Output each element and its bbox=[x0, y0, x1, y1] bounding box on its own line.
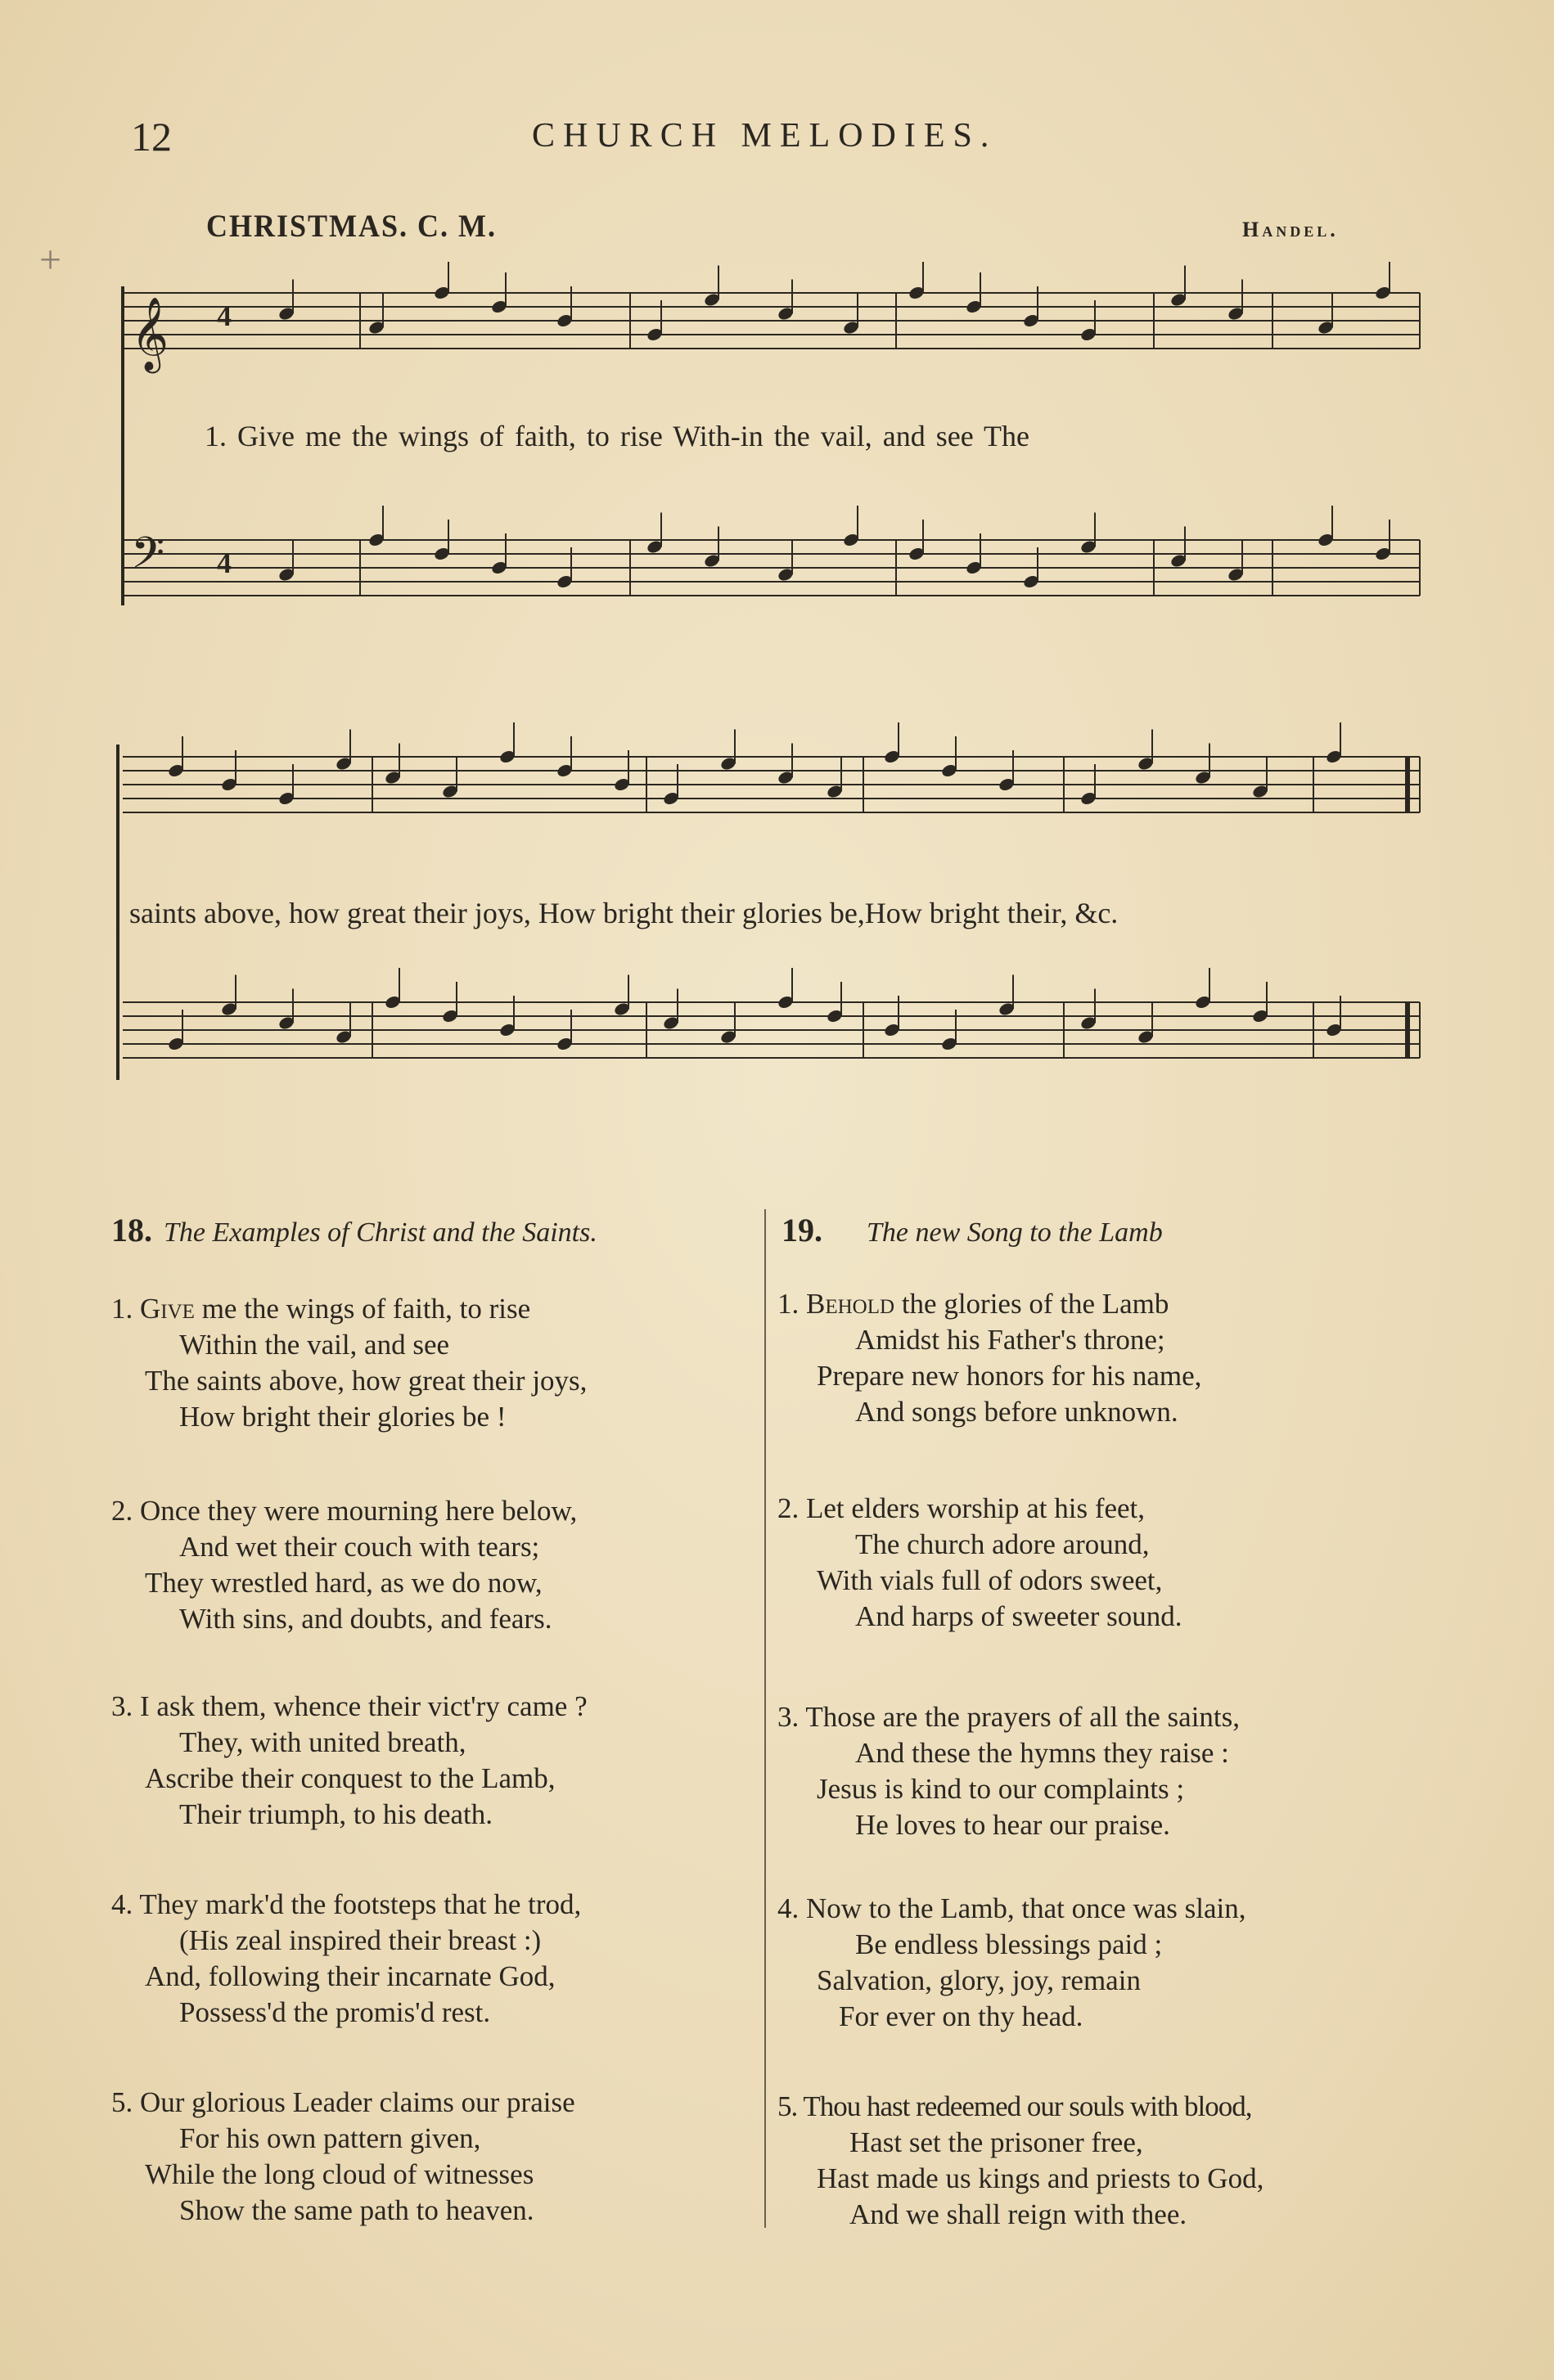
stanza-line: 1. Give me the wings of faith, to rise bbox=[111, 1293, 531, 1325]
lyrics-line-2: saints above, how great their joys, How bright their glories be,How bright their, &c. bbox=[129, 897, 1119, 929]
hymn-19-stanza-1 bbox=[777, 1286, 1201, 1430]
stanza-line: Salvation, glory, joy, remain bbox=[817, 1964, 1141, 1996]
stanza-line: Jesus is kind to our complaints ; bbox=[817, 1773, 1185, 1805]
stanza-line: 1. Behold the glories of the Lamb bbox=[777, 1288, 1169, 1320]
hymn-19-stanza-2 bbox=[777, 1491, 1182, 1635]
hymn-19-stanza-3 bbox=[777, 1699, 1240, 1843]
time-signature: 4 bbox=[217, 547, 232, 579]
tune-name: CHRISTMAS. C. M. bbox=[206, 208, 498, 244]
stanza-line: The church adore around, bbox=[855, 1528, 1150, 1560]
stanza-line: Within the vail, and see bbox=[179, 1329, 450, 1361]
stanza-line: 2. Once they were mourning here below, bbox=[111, 1495, 578, 1527]
stanza-line: 4. Now to the Lamb, that once was slain, bbox=[777, 1892, 1246, 1924]
stanza-line: And songs before unknown. bbox=[855, 1396, 1178, 1428]
stanza-line: (His zeal inspired their breast :) bbox=[179, 1924, 542, 1956]
stanza-line: 5. Thou hast redeemed our souls with blood, bbox=[777, 2090, 1252, 2122]
stanza-line: Hast set the prisoner free, bbox=[849, 2126, 1143, 2158]
stanza-line: Ascribe their conquest to the Lamb, bbox=[145, 1762, 556, 1794]
stanza-line: 3. Those are the prayers of all the saints, bbox=[777, 1701, 1241, 1733]
stanza-line: 4. They mark'd the footsteps that he trod, bbox=[111, 1888, 582, 1920]
margin-pencil-mark: + bbox=[39, 238, 62, 281]
hymn-19-number: 19. bbox=[782, 1212, 822, 1248]
hymn-18-stanza-2 bbox=[111, 1493, 577, 1637]
stanza-line: Their triumph, to his death. bbox=[179, 1798, 493, 1830]
treble-clef: 𝄞 bbox=[131, 297, 169, 371]
stanza-line: Amidst his Father's throne; bbox=[855, 1324, 1165, 1356]
hymn-19-stanza-5 bbox=[777, 2089, 1263, 2233]
stanza-line: And, following their incarnate God, bbox=[145, 1960, 556, 1992]
stanza-line: With vials full of odors sweet, bbox=[817, 1564, 1163, 1596]
stanza-line: And these the hymns they raise : bbox=[855, 1737, 1229, 1769]
composer-name: Handel. bbox=[1242, 218, 1339, 241]
stanza-line: And wet their couch with tears; bbox=[179, 1531, 540, 1563]
running-title: CHURCH MELODIES. bbox=[532, 117, 998, 155]
column-divider bbox=[764, 1209, 766, 2228]
lyrics-line-1: 1. Give me the wings of faith, to rise With-in the vail, and see The bbox=[205, 420, 1029, 452]
stanza-line: 2. Let elders worship at his feet, bbox=[777, 1492, 1146, 1524]
stanza-line: Hast made us kings and priests to God, bbox=[817, 2162, 1264, 2194]
hymn-18-stanza-5 bbox=[111, 2085, 575, 2229]
stanza-line: For ever on thy head. bbox=[839, 2000, 1083, 2032]
stanza-line: Show the same path to heaven. bbox=[179, 2194, 534, 2226]
hymn-18-stanza-3 bbox=[111, 1689, 588, 1833]
stanza-line: Be endless blessings paid ; bbox=[855, 1928, 1163, 1960]
stanza-line: And we shall reign with thee. bbox=[849, 2198, 1187, 2230]
hymn-18-title: The Examples of Christ and the Saints. bbox=[164, 1217, 597, 1248]
stanza-line: With sins, and doubts, and fears. bbox=[179, 1603, 552, 1635]
hymn-19-title: The new Song to the Lamb bbox=[867, 1217, 1163, 1248]
hymn-19-stanza-4 bbox=[777, 1891, 1246, 2035]
stanza-line: The saints above, how great their joys, bbox=[145, 1365, 588, 1397]
stanza-line: While the long cloud of witnesses bbox=[145, 2158, 534, 2190]
stanza-line: Prepare new honors for his name, bbox=[817, 1360, 1202, 1392]
stanza-line: And harps of sweeter sound. bbox=[855, 1600, 1182, 1632]
time-signature: 4 bbox=[217, 299, 232, 332]
stanza-line: 3. I ask them, whence their vict'ry came ? bbox=[111, 1690, 588, 1722]
stanza-line: They, with united breath, bbox=[179, 1726, 466, 1758]
bass-clef: 𝄢 bbox=[131, 529, 165, 589]
page-number: 12 bbox=[131, 114, 172, 160]
hymn-18-heading bbox=[111, 1211, 597, 1249]
hymn-18-stanza-4 bbox=[111, 1887, 581, 2031]
hymn-18-stanza-1 bbox=[111, 1291, 587, 1435]
stanza-line: They wrestled hard, as we do now, bbox=[145, 1567, 543, 1599]
stanza-line: Possess'd the promis'd rest. bbox=[179, 1996, 491, 2028]
stanza-line: How bright their glories be ! bbox=[179, 1401, 507, 1433]
stanza-line: 5. Our glorious Leader claims our praise bbox=[111, 2086, 575, 2118]
hymn-18-number: 18. bbox=[111, 1212, 152, 1248]
stanza-line: For his own pattern given, bbox=[179, 2122, 481, 2154]
stanza-line: He loves to hear our praise. bbox=[855, 1809, 1170, 1841]
hymn-19-heading bbox=[782, 1211, 1163, 1249]
